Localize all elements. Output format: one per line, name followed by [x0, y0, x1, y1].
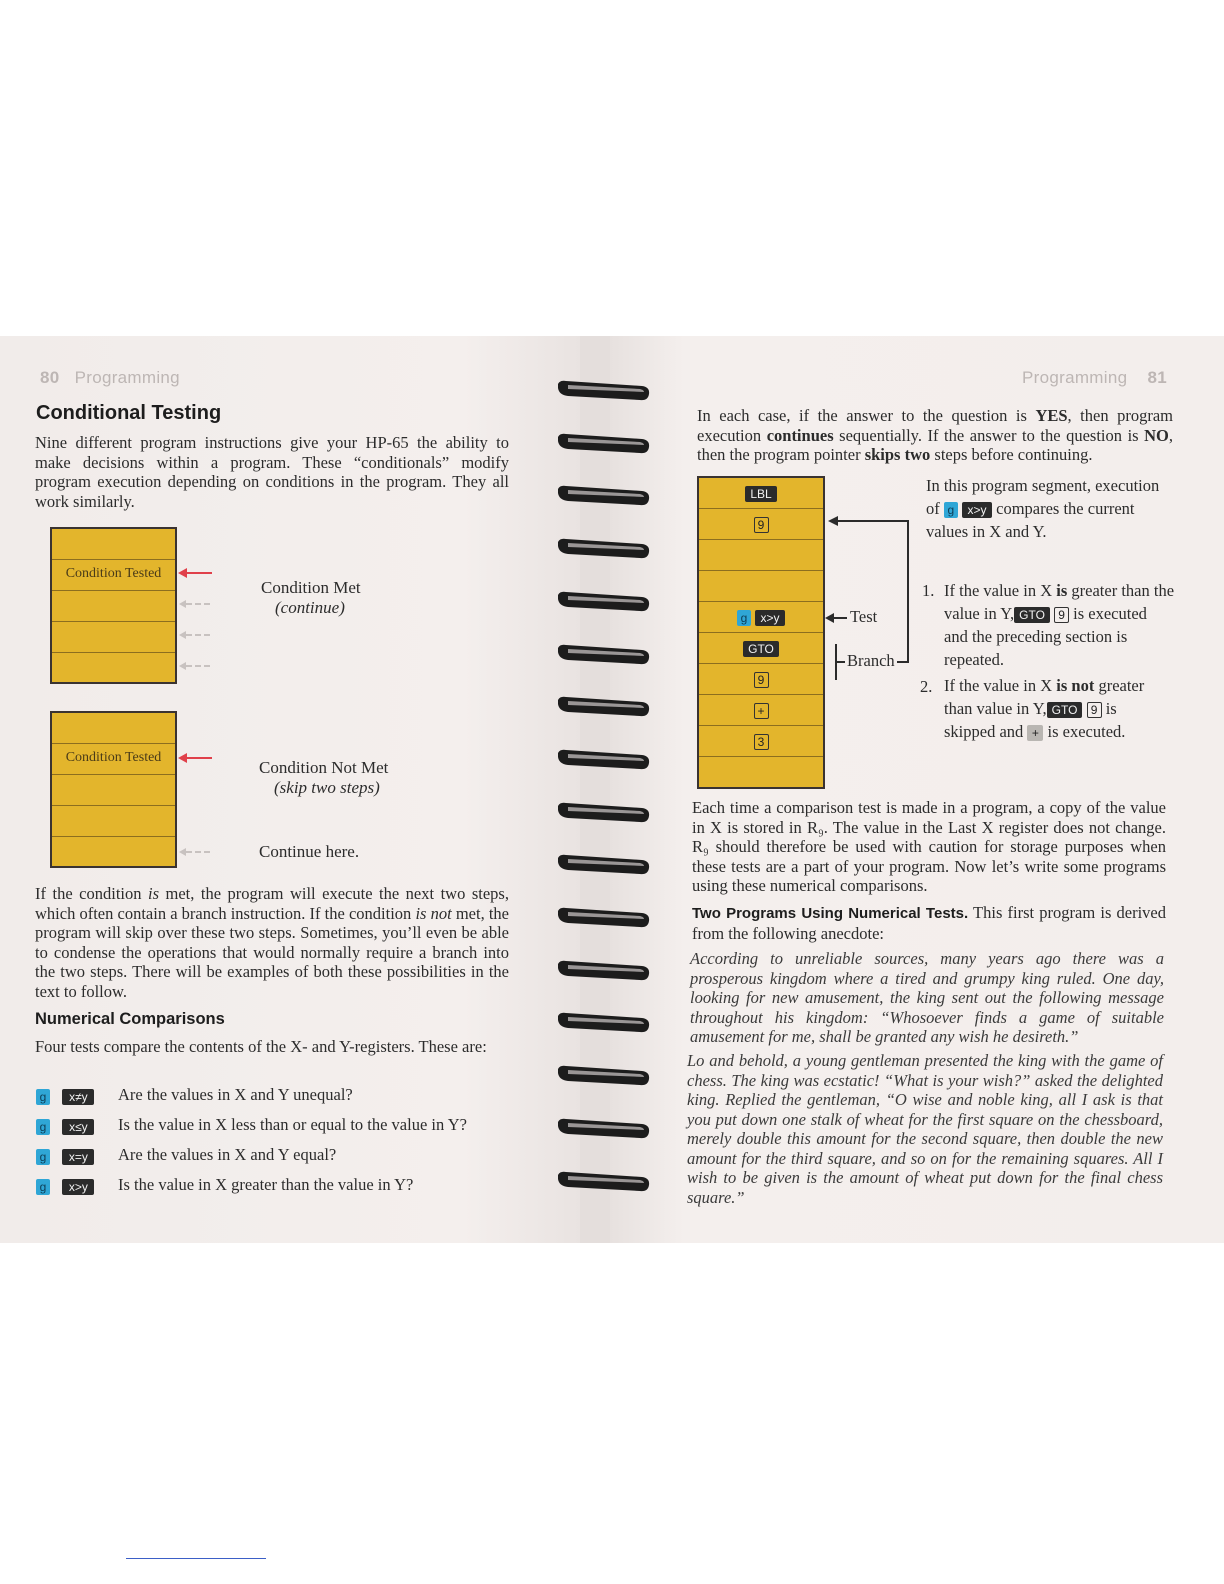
program-step [699, 633, 823, 664]
page-heading: Conditional Testing [36, 402, 222, 424]
segment-description [926, 474, 1171, 543]
nine-key-icon: 9 [754, 672, 769, 688]
condition-tested-label: Condition Tested [65, 566, 162, 581]
x-greater-y-key-icon: x>y [755, 610, 785, 626]
gto-key-icon: GTO [1047, 702, 1083, 718]
text-run-bold: continues [766, 425, 834, 445]
stack-cell-tested [52, 744, 175, 775]
program-step [699, 602, 823, 633]
x-greater-y-key-icon: x>y [62, 1179, 94, 1195]
anecdote-paragraph-1: According to unreliable sources, many years ago there was a prosperous kingdom where a tired and grumpy king ruled. One day, looking for new amusement, the king sent out the following message throughout his kingdom: “Whosoever finds a game of suitable amusement for me, shall be granted any wish he desireth.” [690, 949, 1164, 1046]
comparison-question: Is the value in X less than or equal to the value in Y? [118, 1115, 467, 1134]
test-arrow-head-icon [825, 613, 834, 623]
stack-cell [52, 591, 175, 622]
intro-paragraph: Nine different program instructions give your HP-65 the ability to make decisions within a program. These “conditionals” modify program execution depending on conditions in the program. They all work similarly. [35, 433, 509, 511]
stack-cell [52, 775, 175, 806]
text-run: compares the current values in X and Y. [926, 499, 1135, 541]
binding-coil-icon [556, 1010, 652, 1032]
program-step [699, 664, 823, 695]
gto-key-icon: GTO [1014, 607, 1050, 623]
dashed-arrow-icon [186, 603, 210, 607]
right-section-title: Programming [1022, 368, 1128, 387]
program-step [699, 571, 823, 602]
comparison-question: Are the values in X and Y unequal? [118, 1085, 353, 1104]
anecdote-paragraph-2: Lo and behold, a young gentleman presented the king with the game of chess. The king was ecstatic! “What is your wish?” asked the delighted king. Replied the gentleman, “O wise and noble king, all I ask is that you put down one stalk of wheat for the first square on the chessboard, merely double this amount for the second square, then double the new amount for the third square, and so on for the remaining squares. All I wish to be given is the amount of wheat put down for the final chess square.” [687, 1051, 1163, 1207]
binding-coil-icon [556, 642, 652, 664]
two-programs-paragraph [692, 903, 1166, 943]
stack-cell [52, 622, 175, 653]
binding-coil-icon [556, 958, 652, 980]
condition-met-caption: Condition Met [261, 578, 361, 597]
comparison-question: Are the values in X and Y equal? [118, 1145, 337, 1164]
stack-cell [52, 806, 175, 837]
program-step [699, 540, 823, 571]
lbl-key-icon: LBL [745, 486, 776, 502]
numerical-comparisons-heading: Numerical Comparisons [35, 1010, 225, 1028]
red-arrow-icon [186, 757, 212, 759]
footer-rule [126, 1558, 266, 1559]
branch-arrow-icon [836, 520, 908, 522]
binding-coil-icon [556, 1116, 652, 1138]
gto-key-icon: GTO [743, 641, 779, 657]
branch-brace-tick [835, 661, 845, 663]
left-section-title: Programming [74, 368, 180, 387]
binding-coil-icon [556, 589, 652, 611]
key-group [36, 1116, 106, 1136]
three-key-icon: 3 [754, 734, 769, 750]
g-key-icon: g [737, 610, 751, 626]
condition-met-subcaption: (continue) [275, 598, 345, 617]
text-run: If the value in X [944, 581, 1057, 600]
branch-vertical-line [907, 520, 909, 663]
dashed-arrow-icon [186, 665, 210, 669]
test-arrow-icon [833, 617, 847, 619]
condition-not-met-subcaption: (skip two steps) [274, 778, 380, 797]
g-key-icon: g [36, 1089, 50, 1105]
text-run: This first program is derived from the following anecdote: [692, 903, 1167, 943]
binding-coil-icon [556, 694, 652, 716]
binding-coil-icon [556, 536, 652, 558]
right-intro-paragraph [697, 406, 1173, 465]
nine-key-icon: 9 [1087, 702, 1102, 718]
binding-coil-icon [556, 1169, 652, 1191]
binding-coil-icon [556, 1063, 652, 1085]
comparisons-intro: Four tests compare the contents of the X- and Y-registers. These are: [35, 1037, 487, 1056]
program-step [699, 726, 823, 757]
text-run: , then program execution [697, 406, 1173, 445]
comparison-question: Is the value in X greater than the value in Y? [118, 1175, 414, 1194]
text-run-bold: is not [1056, 676, 1095, 695]
list-item-1 [944, 579, 1174, 671]
binding-coil-icon [556, 905, 652, 927]
continue-here-label: Continue here. [259, 842, 360, 861]
binding-coil-icon [556, 747, 652, 769]
g-key-icon: g [36, 1119, 50, 1135]
condition-not-met-caption: Condition Not Met [259, 758, 389, 777]
key-group [36, 1086, 106, 1106]
register-stack-met [50, 527, 177, 684]
text-run: In this program segment, execution of [926, 476, 1160, 518]
left-running-head [40, 368, 180, 388]
program-step [699, 757, 823, 788]
branch-arrow-head-icon [828, 516, 838, 526]
stack-cell [52, 837, 175, 866]
binding-coil-icon [556, 800, 652, 822]
comparison-copy-paragraph: Each time a comparison test is made in a program, a copy of the value in X is stored in R₉. The value in the Last X register does not change. R₉ should therefore be used with caution for storage purposes when these tests are a part of your program. Now let’s write some programs using these numerical comparisons. [692, 798, 1166, 895]
dashed-arrow-icon [186, 634, 210, 638]
key-group [36, 1146, 106, 1166]
text-run-bold: skips two [864, 445, 931, 464]
text-run: If the condition [35, 884, 148, 903]
text-run: met, the program will execute the next two steps, which often contain a branch instruction. If the condition [35, 884, 509, 923]
text-run: If the value in X [944, 676, 1057, 695]
dashed-arrow-icon [186, 851, 210, 855]
stack-cell [52, 653, 175, 682]
branch-return-line [897, 661, 909, 663]
branch-label: Branch [847, 651, 895, 670]
red-arrow-icon [186, 572, 212, 574]
x-equal-y-key-icon: x=y [62, 1149, 94, 1165]
g-key-icon: g [36, 1149, 50, 1165]
nine-key-icon: 9 [754, 517, 769, 533]
text-run: is executed. [1047, 722, 1126, 741]
register-stack-not-met [50, 711, 177, 868]
text-run: greater than value in Y, [944, 676, 1145, 718]
text-run: is skipped and [944, 699, 1117, 741]
text-run: steps before continuing. [930, 445, 1093, 464]
test-label: Test [850, 607, 878, 626]
condition-explanation-paragraph [35, 884, 509, 1001]
program-step-diagram [697, 476, 825, 789]
text-run: met, the program will skip over these two steps. Sometimes, you’ll even be able to condense the operations that would normally require a branch into the two steps. There will be examples of both these possibilities in the text to follow. [35, 903, 509, 1001]
text-run: , then the program pointer [697, 425, 1173, 464]
left-page-number: 80 [40, 368, 60, 387]
list-number: 1. [922, 581, 935, 600]
g-key-icon: g [944, 502, 958, 518]
g-key-icon: g [36, 1179, 50, 1195]
text-run-bold: YES [1035, 406, 1068, 425]
x-greater-y-key-icon: x>y [962, 502, 992, 518]
right-running-head [1022, 368, 1167, 388]
text-run: sequentially. If the answer to the question is [833, 425, 1145, 445]
list-number: 2. [920, 677, 933, 696]
text-run-italic: is not [415, 903, 452, 923]
right-page-number: 81 [1147, 368, 1167, 387]
text-run-italic: is [148, 884, 160, 903]
text-run: In each case, if the answer to the question is [697, 406, 1036, 425]
plus-key-icon: + [754, 703, 769, 719]
text-run: greater than the value in Y, [944, 581, 1175, 623]
binding-coil-icon [556, 852, 652, 874]
text-run-bold: NO [1144, 425, 1169, 445]
stack-cell-tested [52, 560, 175, 591]
nine-key-icon: 9 [1054, 607, 1069, 623]
x-not-equal-y-key-icon: x≠y [62, 1089, 94, 1105]
text-run: is executed and the preceding section is repeated. [944, 604, 1147, 669]
list-item-2 [944, 674, 1169, 743]
program-step [699, 695, 823, 726]
program-step [699, 478, 823, 509]
two-programs-heading: Two Programs Using Numerical Tests. [692, 905, 969, 922]
x-less-equal-y-key-icon: x≤y [62, 1119, 94, 1135]
binding-gutter [580, 336, 610, 1243]
binding-coil-icon [556, 378, 652, 400]
condition-tested-label: Condition Tested [65, 750, 162, 765]
binding-coil-icon [556, 431, 652, 453]
stack-cell [52, 713, 175, 744]
binding-coil-icon [556, 483, 652, 505]
stack-cell [52, 529, 175, 560]
key-group [36, 1176, 106, 1196]
text-run-bold: is [1056, 581, 1068, 600]
program-step [699, 509, 823, 540]
plus-key-icon: + [1027, 725, 1043, 741]
